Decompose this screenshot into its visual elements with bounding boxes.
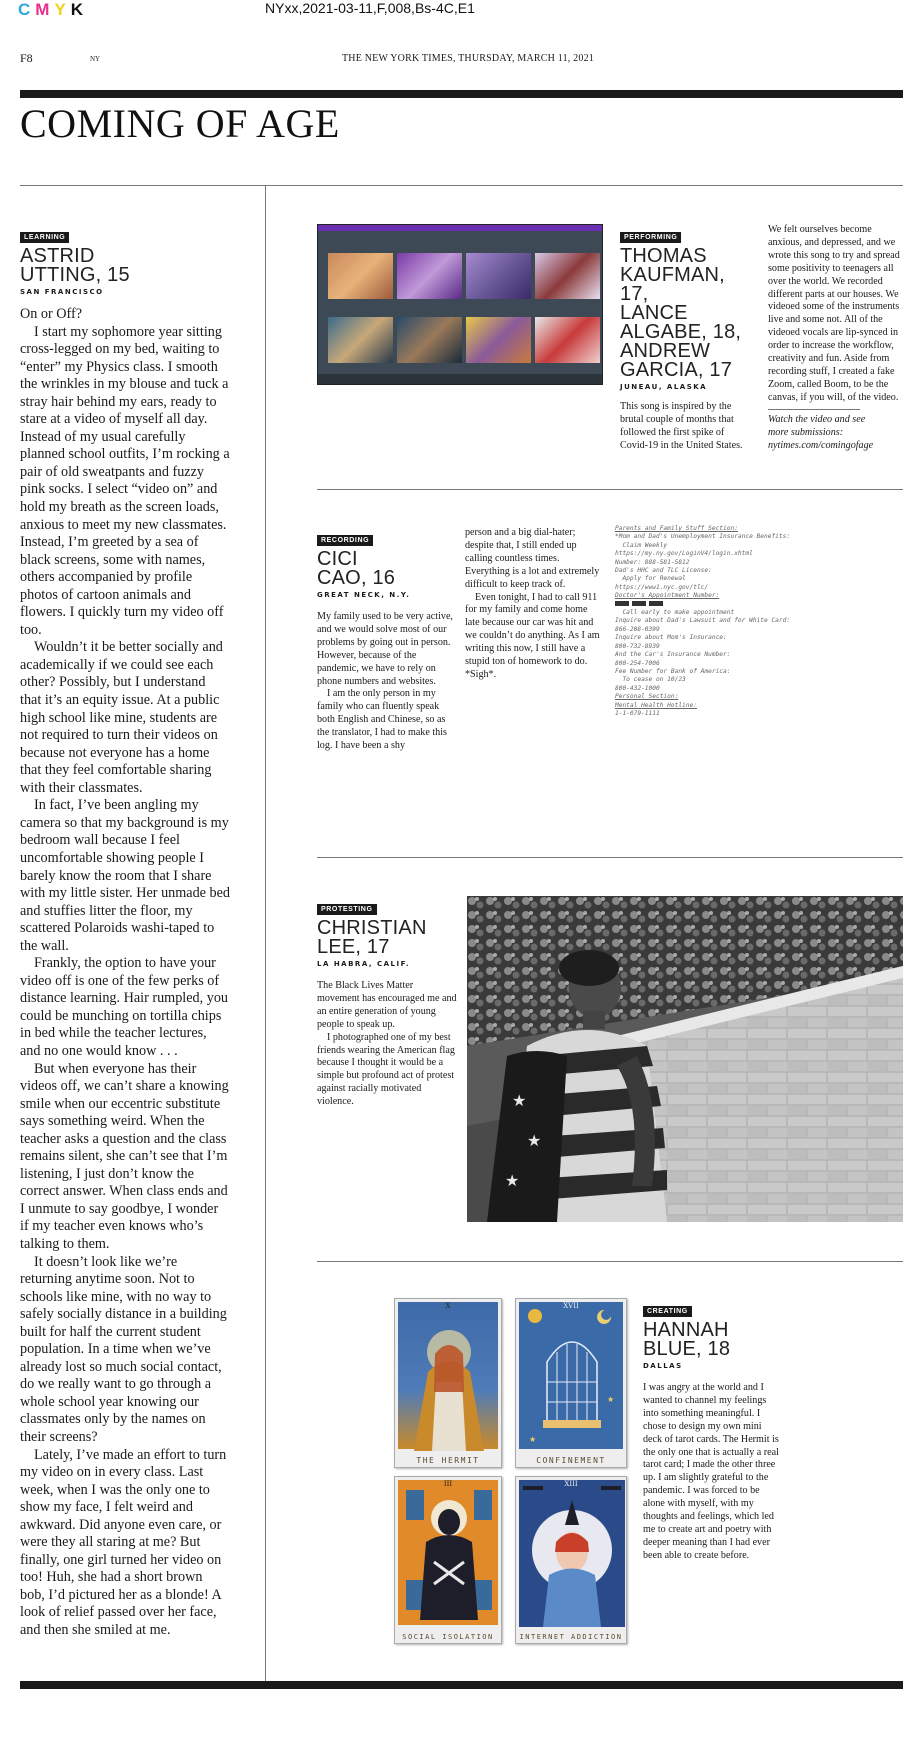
submissions-link[interactable]: nytimes.com/comingofage [768,439,874,451]
card-numeral: XIII [564,1480,578,1488]
bottom-thick-rule [20,1681,903,1689]
creating-place: DALLAS [643,1362,683,1370]
note-rule [768,409,860,410]
creating-body: I was angry at the world and I wanted to channel my feelings into something meaningful. I chose to design my own mini deck of tarot cards. The Hermit is the only one that is actually a real tarot card; I made the other three up. I am slightly grateful to the pandemic. I was forced to be alone with myself, with my thoughts and feelings, which led me to create art and poetry with deeper meaning than I had ever been able to create before. [643,1382,779,1561]
dateline: THE NEW YORK TIMES, THURSDAY, MARCH 11, 2021 [342,53,594,64]
creating-byline [643,1321,783,1359]
tarot-card-confinement [515,1298,627,1468]
log-line: *Mom and Dad's Unemployment Insurance Benefits: [615,533,791,541]
log-line: Inquire about Dad's Lawsuit and for White Card: [615,617,791,625]
svg-text:★: ★ [527,1131,542,1150]
recording-story [317,527,457,753]
log-line: 800-432-1000 [615,684,660,692]
log-line: https://www1.nyc.gov/tlc/ [615,583,709,591]
page-folio: F8 [20,51,33,65]
learning-paragraph: It doesn’t look like we’re returning anytime soon. Not to schools like mine, with no way to safely socially distance in a building built for half the current student population. In a time when we’ve already lost so much social contact, do we really want to go through a whole school year knowing our classmates only by the names on their screens? [20,1253,227,1445]
svg-text:★: ★ [505,1171,520,1190]
creating-story [643,1298,783,1563]
submissions-note [768,414,905,453]
learning-paragraph: In fact, I’ve been angling my camera so that my background is my bedroom wall because I feel uncomfortable showing people I barely know the room that I share with my little sister. Her unmade bed and stuffies litter the floor, my scattered Polaroids washi-taped to the wall. [20,797,231,954]
section-rule [317,489,903,490]
log-line: Apply for Renewal [615,575,686,583]
column-divider [265,186,266,1684]
performing-label: PERFORMING [620,232,681,243]
tarot-card-hermit [394,1298,502,1468]
learning-headline: On or Off? [20,306,82,322]
title-rule [20,185,903,186]
video-tile [397,317,462,363]
video-tile [535,317,600,363]
log-line: Dad's HHC and TLC License: [615,567,712,575]
isolation-figure-illustration [398,1480,500,1627]
performing-byline [620,247,750,380]
cmyk-m: M [35,0,55,19]
tarot-cards [394,1298,629,1644]
protesting-name-line2: LEE, 17 [317,936,390,958]
learning-byline [20,247,230,285]
log-line: Personal Section: [615,693,679,701]
tarot-card-internet-addiction [515,1476,627,1644]
performing-body: We felt ourselves become anxious, and depressed, and we wrote this song to try and spread some positivity to teenagers all over the world. We recorded different parts at our houses. We videoed some of the instruments live and some not. All of the videoed vocals are lip-synced in order to increase the workflow, creativity and fun. Aside from recording stuff, I created a fake Zoom, called Boom, to be the canvas, if you will, of the video. [768,224,900,403]
log-line: 800-732-8939 [615,642,660,650]
video-tile [466,317,531,363]
redacted-line [615,601,875,609]
video-tile [397,253,462,299]
recording-paragraph: Even tonight, I had to call 911 for my family and come home late because our car was hit and we couldn’t do anything. As I am writing this now, I still have a stupid ton of homework to do. *Sigh*. [465,591,600,680]
note-line: Watch the video and see [768,413,866,425]
log-line: To cease on 10/23 [615,676,686,684]
svg-text:★: ★ [529,1435,537,1444]
log-line: Claim Weekly [615,541,668,549]
log-line: Fee Number for Bank of America: [615,667,731,675]
section-title: COMING OF AGE [20,101,340,146]
log-line: Inquire about Mom's Insurance: [615,634,727,642]
video-controls [318,374,602,384]
performing-story [620,224,750,453]
card-numeral: III [443,1480,453,1488]
recording-paragraph: My family used to be very active, and we would solve most of our problems by going out in person. However, because of the pandemic, we have to rely on phone numbers and websites. [317,611,453,687]
card-caption: SOCIAL ISOLATION [402,1633,494,1641]
performing-column-2 [768,224,905,452]
learning-paragraph: Wouldn’t it be better socially and academically if we could see each other? Possibly, but I understand that it’s an equity issue. At a public high school like mine, students are not required to turn their videos on because not everyone has a home that they feel comfortable sharing with their classmates. [20,639,223,796]
note-line: more submissions: [768,426,844,438]
svg-text:★: ★ [607,1395,615,1404]
svg-text:★: ★ [512,1091,527,1110]
learning-paragraph: But when everyone has their videos off, we can’t share a knowing smile when our eccentric substitute says something weird. When the teacher asks a question and the class remains silent, she can’t see that I’m listening, I just don’t know the correct answer. When class ends and I unmute to say goodbye, I wonder if my teacher even knows who’s talking to them. [20,1060,229,1252]
protesting-place: LA HABRA, CALIF. [317,960,410,968]
card-caption: INTERNET ADDICTION [519,1633,623,1641]
tarot-card-social-isolation [394,1476,502,1644]
cmyk-y: Y [54,0,71,19]
protesting-story [317,896,457,1109]
recording-byline [317,550,457,588]
video-tile [328,253,393,299]
card-caption: CONFINEMENT [536,1456,606,1465]
top-thick-rule [20,90,903,98]
performing-name-line: ALGABE, 18, [620,321,742,343]
recording-name-line2: CAO, 16 [317,567,396,589]
recording-place: GREAT NECK, N.Y. [317,591,411,599]
video-topbar [318,225,602,231]
protesting-name-line1: CHRISTIAN [317,917,427,939]
recording-name-line1: CICI [317,548,358,570]
learning-body [20,306,230,1640]
log-line: Call early to make appointment [615,609,735,617]
learning-name-line1: ASTRID [20,245,95,267]
performing-intro: This song is inspired by the brutal couple of months that followed the first spike of Covid-19 in the United States. [620,401,743,451]
performing-video-still[interactable] [317,224,603,385]
log-line: Mental Health Hotline: [615,701,697,709]
section-rule [317,857,903,858]
performing-place: JUNEAU, ALASKA [620,383,708,391]
cmyk-k: K [70,0,89,19]
cmyk-registration [18,0,88,20]
performing-name-line: THOMAS [620,245,707,267]
protesting-label: PROTESTING [317,904,377,915]
recording-paragraph: person and a big dial-hater; despite that, I still ended up calling countless times. Everything is a lot and extremely difficult to keep track of. [465,527,600,590]
flag-portrait-illustration [467,896,903,1222]
log-line: Parents and Family Stuff Section: [615,525,738,532]
log-line: Number: 888-581-5812 [615,558,690,566]
video-tile [466,253,531,299]
card-caption: THE HERMIT [416,1456,480,1465]
section-rule [317,1261,903,1262]
learning-paragraph: I start my sophomore year sitting cross-legged on my bed, waiting to “enter” my Physics class. I smooth the wrinkles in my blouse and tuck a stray hair behind my ears, ready to stare at a video of myself all day. Instead of my usual carefully planned school outfits, I’m rocking a pair of old sweatpants and fuzzy pink socks. I select “video on” and hold my breath as the screen loads, anxious to meet my new classmates. Instead, I’m greeted by a sea of black screens, some with names, others accompanied by profile photos of cartoon animals and flowers. I quickly turn my video off too. [20,323,230,638]
edition-mark: NY [90,55,101,63]
recording-col2 [465,527,603,682]
learning-story [20,224,230,1640]
log-line: 1-1-079-1111 [615,709,660,717]
performing-name-line: KAUFMAN, 17, [620,264,725,305]
recording-paragraph: I am the only person in my family who can fluently speak both English and Chinese, so as the translator, I had to make this log. I have been a shy [317,688,447,752]
performing-name-line: ANDREW [620,340,711,362]
performing-name-line: GARCIA, 17 [620,359,733,381]
learning-place: SAN FRANCISCO [20,288,104,296]
log-line: 866-208-0399 [615,625,660,633]
flag-portrait-photo [467,896,903,1222]
log-line: 800-254-7006 [615,659,660,667]
protesting-byline [317,919,457,957]
log-line: Doctor's Appointment Number: [615,592,720,600]
card-numeral: X [445,1302,451,1310]
recording-log-image [615,525,875,825]
hermit-figure-illustration [398,1302,500,1451]
log-line: And the Car's Insurance Number: [615,651,731,659]
creating-name-line2: BLUE, 18 [643,1338,731,1360]
learning-paragraph: Frankly, the option to have your video off is one of the few perks of distance learning. Hair rumpled, you could be munching on tortilla chips in bed while the teacher lectures, and no one would know . . . [20,955,229,1059]
video-tile [535,253,600,299]
protesting-paragraph: The Black Lives Matter movement has encouraged me and an entire generation of young people to speak up. [317,980,457,1030]
protesting-body [317,980,457,1109]
learning-paragraph: Lately, I’ve made an effort to turn my video on in every class. Last week, when I was the only one to show my face, I felt weird and awkward. Did anyone even care, or were they all staring at me? But finally, one girl turned her video on too! Huh, she had a short brown bob, I’d pictured her as a blonde! A look of relief passed over her face, and then she smiled at me. [20,1446,227,1639]
log-line: https://my.ny.gov/LoginV4/login.xhtml [615,550,753,558]
cmyk-c: C [18,0,36,19]
protesting-paragraph: I photographed one of my best friends wearing the American flag because I thought it would be a simple but profound act of protest against racially motivated violence. [317,1031,455,1108]
recording-col1 [317,611,457,753]
learning-name-line2: UTTING, 15 [20,264,130,286]
creating-label: CREATING [643,1306,692,1317]
birdcage-illustration [519,1302,625,1451]
addiction-figure-illustration [519,1480,625,1627]
video-tile [328,317,393,363]
card-numeral: XVII [563,1302,579,1310]
print-slug: NYxx,2021-03-11,F,008,Bs-4C,E1 [265,0,475,16]
performing-name-line: LANCE [620,302,688,324]
learning-label: LEARNING [20,232,69,243]
recording-label: RECORDING [317,535,373,546]
creating-name-line1: HANNAH [643,1319,729,1341]
